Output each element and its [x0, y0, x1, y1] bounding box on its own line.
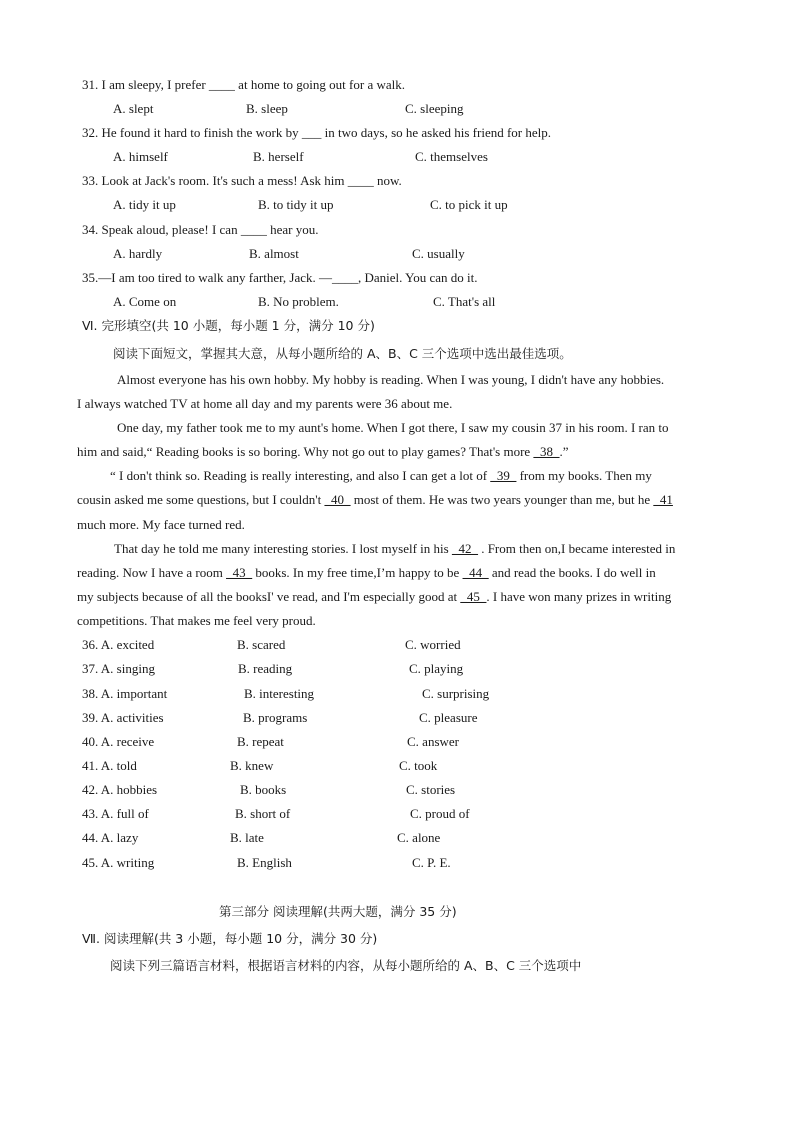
- question-31: 31. I am sleepy, I prefer ____ at home to going out for a walk.: [82, 77, 405, 92]
- passage-text: reading. Now I have a room: [77, 565, 227, 580]
- passage-text: .”: [559, 444, 569, 459]
- q41-option-c: C. took: [399, 758, 438, 773]
- blank-40: _40_: [324, 492, 351, 507]
- passage-text: . I have won many prizes in writing: [486, 589, 672, 604]
- passage-text: him and said,“ Reading books is so boring. Why not go out to play games? That's more: [77, 444, 534, 459]
- q39-option-c: C. pleasure: [419, 710, 478, 725]
- q31-option-b: B. sleep: [246, 101, 288, 116]
- q40-option-b: B. repeat: [237, 734, 284, 749]
- q44-option-a: 44. A. lazy: [82, 830, 139, 845]
- q42-option-c: C. stories: [406, 782, 456, 797]
- question-35: 35.—I am too tired to walk any farther, Jack. —____, Daniel. You can do it.: [82, 270, 478, 285]
- q33-option-c: C. to pick it up: [430, 197, 508, 212]
- question-34: 34. Speak aloud, please! I can ____ hear you.: [82, 222, 319, 237]
- part-3-title: 第三部分 阅读理解(共两大题，满分 35 分): [219, 904, 457, 919]
- passage-line: Almost everyone has his own hobby. My hobby is reading. When I was young, I didn't have any hobbies.: [117, 372, 665, 387]
- passage-line: [77, 565, 656, 581]
- passage-text: and read the books. I do well in: [488, 565, 656, 580]
- passage-line: competitions. That makes me feel very proud.: [77, 613, 316, 628]
- section-7-title: Ⅶ. 阅读理解(共 3 小题，每小题 10 分，满分 30 分): [82, 931, 378, 946]
- passage-line: [77, 444, 568, 460]
- q45-option-a: 45. A. writing: [82, 855, 155, 870]
- q36-option-c: C. worried: [405, 637, 461, 652]
- passage-text: . From then on,I became interested in: [477, 541, 676, 556]
- q35-option-b: B. No problem.: [258, 294, 339, 309]
- question-33: 33. Look at Jack's room. It's such a mess! Ask him ____ now.: [82, 173, 402, 188]
- q38-option-c: C. surprising: [422, 686, 490, 701]
- passage-line: [110, 468, 652, 484]
- section-6-instruction: 阅读下面短文，掌握其大意，从每小题所给的 A、B、C 三个选项中选出最佳选项。: [113, 346, 572, 361]
- q34-option-a: A. hardly: [113, 246, 163, 261]
- passage-text: “ I don't think so. Reading is really interesting, and also I can get a lot of: [110, 468, 491, 483]
- q45-option-c: C. P. E.: [412, 855, 451, 870]
- passage-line: [77, 492, 673, 508]
- q34-option-b: B. almost: [249, 246, 299, 261]
- blank-41: _41: [653, 492, 673, 507]
- passage-line: One day, my father took me to my aunt's home. When I got there, I saw my cousin 37 in his room. I ran to: [117, 420, 669, 435]
- q37-option-c: C. playing: [409, 661, 464, 676]
- passage-text: That day he told me many interesting stories. I lost myself in his: [114, 541, 452, 556]
- passage-text: cousin asked me some questions, but I couldn't: [77, 492, 325, 507]
- q42-option-b: B. books: [240, 782, 287, 797]
- q43-option-a: 43. A. full of: [82, 806, 149, 821]
- q38-option-a: 38. A. important: [82, 686, 168, 701]
- blank-39: _39_: [490, 468, 517, 483]
- q36-option-b: B. scared: [237, 637, 286, 652]
- q40-option-a: 40. A. receive: [82, 734, 155, 749]
- q40-option-c: C. answer: [407, 734, 459, 749]
- passage-text: from my books. Then my: [516, 468, 652, 483]
- q44-option-c: C. alone: [397, 830, 441, 845]
- q35-option-c: C. That's all: [433, 294, 496, 309]
- q35-option-a: A. Come on: [113, 294, 177, 309]
- q32-option-a: A. himself: [113, 149, 168, 164]
- passage-line: much more. My face turned red.: [77, 517, 245, 532]
- q42-option-a: 42. A. hobbies: [82, 782, 158, 797]
- q36-option-a: 36. A. excited: [82, 637, 155, 652]
- q34-option-c: C. usually: [412, 246, 465, 261]
- q45-option-b: B. English: [237, 855, 292, 870]
- section-7-instruction: 阅读下列三篇语言材料，根据语言材料的内容，从每小题所给的 A、B、C 三个选项中: [110, 958, 582, 973]
- passage-text: most of them. He was two years younger than me, but he: [350, 492, 654, 507]
- passage-line: [114, 541, 675, 557]
- q33-option-b: B. to tidy it up: [258, 197, 334, 212]
- q37-option-b: B. reading: [238, 661, 293, 676]
- q41-option-b: B. knew: [230, 758, 274, 773]
- section-6-title: Ⅵ. 完形填空(共 10 小题，每小题 1 分，满分 10 分): [82, 318, 375, 333]
- q44-option-b: B. late: [230, 830, 264, 845]
- q43-option-b: B. short of: [235, 806, 291, 821]
- q39-option-a: 39. A. activities: [82, 710, 164, 725]
- q31-option-a: A. slept: [113, 101, 154, 116]
- passage-line: [77, 589, 671, 605]
- q32-option-b: B. herself: [253, 149, 304, 164]
- q37-option-a: 37. A. singing: [82, 661, 155, 676]
- blank-44: _44_: [462, 565, 489, 580]
- blank-43: _43_: [226, 565, 253, 580]
- q32-option-c: C. themselves: [415, 149, 488, 164]
- blank-45: _45_: [460, 589, 487, 604]
- q33-option-a: A. tidy it up: [113, 197, 176, 212]
- q31-option-c: C. sleeping: [405, 101, 464, 116]
- passage-line: I always watched TV at home all day and my parents were 36 about me.: [77, 396, 453, 411]
- q41-option-a: 41. A. told: [82, 758, 137, 773]
- q43-option-c: C. proud of: [410, 806, 470, 821]
- blank-42: _42_: [451, 541, 478, 556]
- passage-text: books. In my free time,I’m happy to be: [252, 565, 463, 580]
- q39-option-b: B. programs: [243, 710, 308, 725]
- passage-text: my subjects because of all the booksI' ve read, and I'm especially good at: [77, 589, 461, 604]
- question-32: 32. He found it hard to finish the work by ___ in two days, so he asked his friend for help.: [82, 125, 552, 140]
- blank-38: _38_: [533, 444, 560, 459]
- q38-option-b: B. interesting: [244, 686, 315, 701]
